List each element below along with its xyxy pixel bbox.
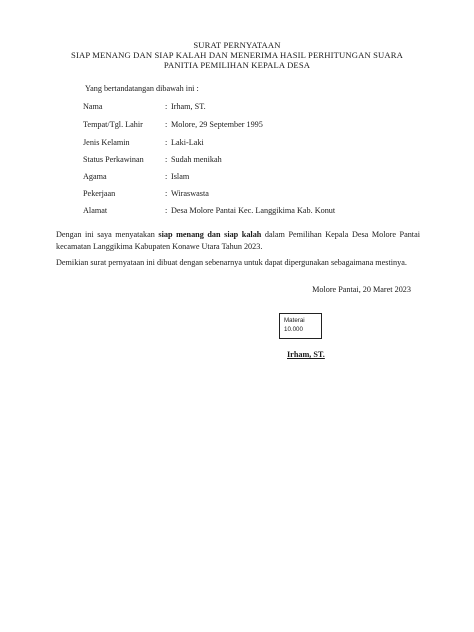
document-subtitle-line-2: PANITIA PEMILIHAN KEPALA DESA: [163, 60, 311, 70]
field-label: Alamat: [83, 206, 108, 215]
statement-paragraph: [56, 229, 420, 252]
field-row-agama: [83, 171, 189, 183]
statement-emphasis: siap menang dan siap kalah: [158, 230, 262, 239]
intro-text: Yang bertandatangan dibawah ini :: [85, 84, 199, 93]
field-colon: :: [165, 206, 168, 215]
document-title: SURAT PERNYATAAN: [193, 40, 281, 50]
field-row-alamat: [83, 205, 335, 217]
field-label: Status Perkawinan: [83, 155, 144, 164]
field-colon: :: [165, 155, 168, 164]
statement-text-start: Dengan ini saya menyatakan: [56, 230, 159, 239]
field-row-nama: [83, 101, 206, 113]
field-colon: :: [165, 102, 168, 111]
field-row-tempat-tgl-lahir: [83, 119, 263, 131]
statement-text-end: dalam Pemilihan Kepala Desa Molore Pantai kecamatan Langgikima Kabupaten Konawe Utara Tahun 2023.: [56, 230, 420, 251]
stamp-label: Materai: [284, 317, 305, 324]
materai-stamp-box: [279, 313, 322, 339]
field-value: Wiraswasta: [171, 189, 209, 198]
field-label: Tempat/Tgl. Lahir: [83, 120, 143, 129]
field-row-jenis-kelamin: [83, 137, 204, 149]
field-label: Nama: [83, 102, 103, 111]
field-colon: :: [165, 189, 168, 198]
stamp-value: 10.000: [284, 326, 303, 333]
document-subtitle-line-1: SIAP MENANG DAN SIAP KALAH DAN MENERIMA HASIL PERHITUNGAN SUARA: [71, 50, 403, 60]
field-row-pekerjaan: [83, 188, 209, 200]
field-value: Irham, ST.: [171, 102, 206, 111]
signer-name: Irham, ST.: [287, 350, 325, 359]
field-value: Desa Molore Pantai Kec. Langgikima Kab. Konut: [171, 206, 336, 215]
field-colon: :: [165, 138, 168, 147]
field-row-status-perkawinan: [83, 154, 222, 166]
field-value: Molore, 29 September 1995: [171, 120, 263, 129]
field-colon: :: [165, 120, 168, 129]
field-value: Islam: [171, 172, 190, 181]
closing-paragraph: Demikian surat pernyataan ini dibuat dengan sebenarnya untuk dapat dipergunakan sebagaimana mestinya.: [56, 258, 407, 267]
place-date: Molore Pantai, 20 Maret 2023: [312, 285, 411, 294]
field-label: Agama: [83, 172, 107, 181]
field-label: Pekerjaan: [83, 189, 116, 198]
field-value: Sudah menikah: [171, 155, 222, 164]
field-label: Jenis Kelamin: [83, 138, 130, 147]
field-colon: :: [165, 172, 168, 181]
field-value: Laki-Laki: [171, 138, 204, 147]
